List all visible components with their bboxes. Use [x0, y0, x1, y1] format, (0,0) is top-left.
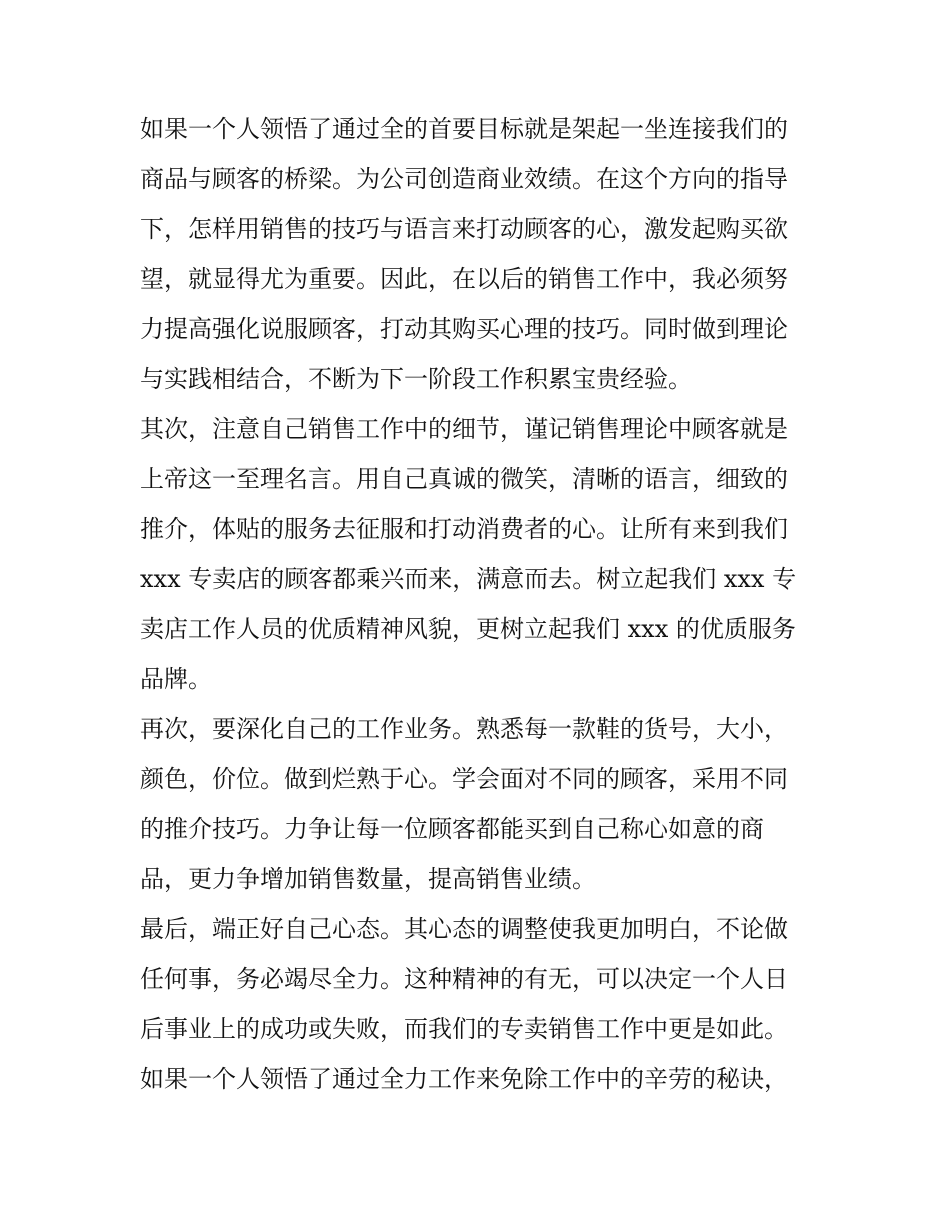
text-line: 后事业上的成功或失败，而我们的专卖销售工作中更是如此。: [140, 1015, 788, 1043]
text-line: 力提高强化说服顾客，打动其购买心理的技巧。同时做到理论: [140, 315, 788, 343]
text-line: 卖店工作人员的优质精神风貌，更树立起我们 xxx 的优质服务: [140, 615, 796, 643]
text-line: 上帝这一至理名言。用自己真诚的微笑，清晰的语言，细致的: [140, 465, 788, 493]
text-line: 颜色，价位。做到烂熟于心。学会面对不同的顾客，采用不同: [140, 765, 788, 793]
text-line: 再次，要深化自己的工作业务。熟悉每一款鞋的货号，大小，: [140, 715, 788, 743]
paragraph-1: [140, 104, 820, 404]
text-line: 与实践相结合，不断为下一阶段工作积累宝贵经验。: [140, 365, 692, 393]
text-line: 推介，体贴的服务去征服和打动消费者的心。让所有来到我们: [140, 515, 788, 543]
text-line: 下，怎样用销售的技巧与语言来打动顾客的心，激发起购买欲: [140, 215, 788, 243]
text-line: 望，就显得尤为重要。因此，在以后的销售工作中，我必须努: [140, 265, 788, 293]
text-line: 如果一个人领悟了通过全力工作来免除工作中的辛劳的秘诀，: [140, 1065, 788, 1093]
text-line: 品牌。: [140, 665, 212, 693]
text-line: 其次，注意自己销售工作中的细节，谨记销售理论中顾客就是: [140, 415, 788, 443]
text-line: 品，更力争增加销售数量，提高销售业绩。: [140, 865, 596, 893]
paragraph-4: [140, 904, 820, 1104]
text-line: 如果一个人领悟了通过全的首要目标就是架起一坐连接我们的: [140, 115, 788, 143]
text-line: 商品与顾客的桥梁。为公司创造商业效绩。在这个方向的指导: [140, 165, 788, 193]
paragraph-3: [140, 704, 820, 904]
text-line: 的推介技巧。力争让每一位顾客都能买到自己称心如意的商: [140, 815, 764, 843]
text-line: 最后，端正好自己心态。其心态的调整使我更加明白，不论做: [140, 915, 788, 943]
text-line: 任何事，务必竭尽全力。这种精神的有无，可以决定一个人日: [140, 965, 788, 993]
document-body: [140, 104, 820, 1104]
text-line: xxx 专卖店的顾客都乘兴而来，满意而去。树立起我们 xxx 专: [140, 565, 797, 593]
paragraph-2: [140, 404, 820, 704]
